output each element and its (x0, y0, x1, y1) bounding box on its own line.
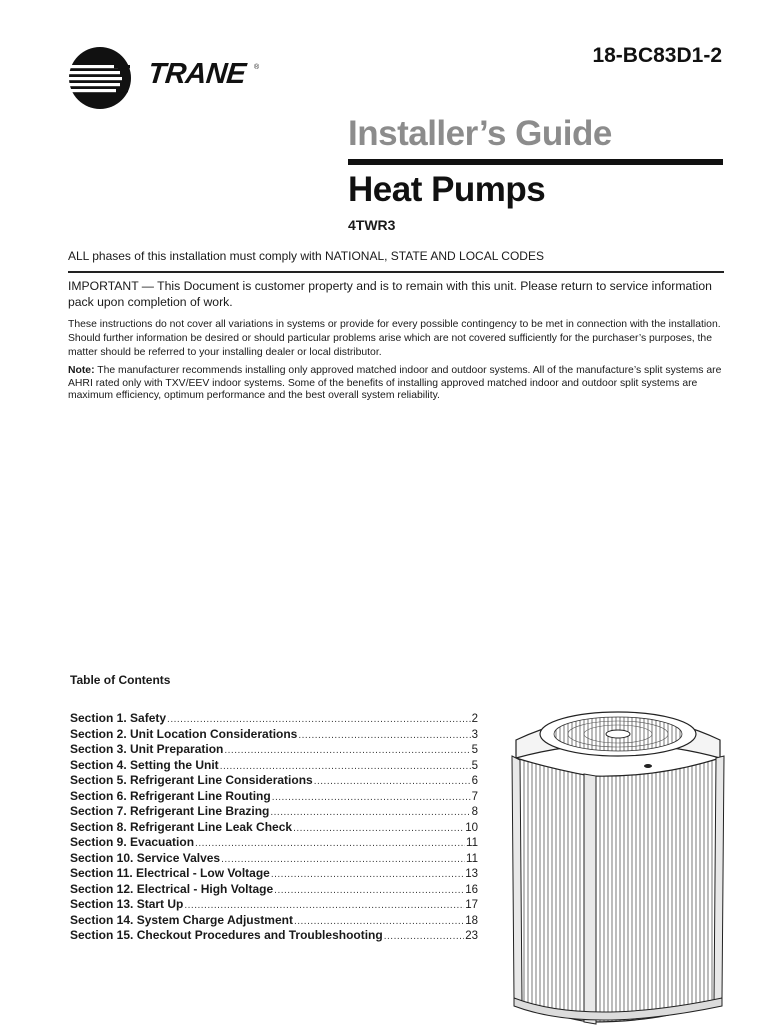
toc-entry[interactable] (70, 835, 478, 851)
toc-leader (220, 761, 471, 772)
toc-entry-label: Section 14. System Charge Adjustment (70, 912, 293, 927)
toc-leader (384, 931, 464, 942)
toc-entry-page: 6 (471, 775, 478, 787)
toc-leader (293, 823, 464, 834)
toc-entry-page: 5 (471, 744, 478, 756)
toc-entry-page: 23 (465, 930, 478, 942)
guide-label: Installer’s Guide (348, 114, 612, 153)
toc-leader (314, 776, 471, 787)
toc-entry-label: Section 8. Refrigerant Line Leak Check (70, 819, 293, 834)
toc-entry-label: Section 9. Evacuation (70, 835, 195, 849)
toc-entry-label: Section 5. Refrigerant Line Considerations (70, 773, 313, 787)
toc-entry-page: 5 (471, 759, 478, 772)
toc-entry[interactable] (70, 727, 478, 743)
toc-entry[interactable] (70, 711, 478, 727)
toc-entry[interactable] (70, 913, 478, 929)
toc-leader (274, 885, 464, 896)
note-label: Note: (68, 365, 95, 376)
toc-entry-label: Section 1. Safety (70, 711, 167, 725)
toc-entry-label: Section 3. Unit Preparation (70, 742, 224, 756)
toc-entry[interactable] (70, 928, 478, 944)
toc-leader (271, 869, 464, 880)
codes-notice: ALL phases of this installation must comply with NATIONAL, STATE AND LOCAL CODES (68, 249, 544, 263)
toc-entry[interactable] (70, 866, 478, 882)
toc-entry[interactable] (70, 742, 478, 758)
toc-leader (294, 916, 464, 927)
instructions-paragraph: These instructions do not cover all variations in systems or provide for every possible contingency to be met in connection with the installation. Should further information be desired or should particular problems arise which are not covered sufficiently for the purchaser’s purposes, the matter should be referred to your installing dealer or local distributor. (68, 319, 721, 358)
toc-leader (270, 807, 470, 818)
toc-entry-page: 11 (466, 837, 478, 849)
toc-entry-label: Section 12. Electrical - High Voltage (70, 881, 274, 896)
toc-leader (195, 838, 465, 849)
toc-entry[interactable] (70, 758, 478, 774)
toc-entry-page: 2 (471, 713, 478, 725)
toc-entry-page: 16 (465, 883, 478, 896)
table-of-contents (70, 711, 478, 944)
toc-entry[interactable] (70, 897, 478, 913)
toc-entry[interactable] (70, 820, 478, 836)
toc-entry-label: Section 13. Start Up (70, 897, 184, 911)
toc-leader (221, 854, 465, 865)
toc-entry-label: Section 4. Setting the Unit (70, 757, 219, 772)
section-divider (68, 271, 724, 273)
toc-leader (272, 792, 471, 803)
heat-pump-unit-illustration (498, 700, 738, 1030)
toc-leader (184, 900, 464, 911)
toc-leader (224, 745, 470, 756)
toc-entry-label: Section 11. Electrical - Low Voltage (70, 866, 270, 880)
toc-entry-page: 10 (465, 821, 478, 834)
toc-entry-page: 13 (465, 868, 478, 880)
toc-entry-page: 11 (466, 852, 478, 865)
note-paragraph (68, 365, 724, 403)
toc-entry-label: Section 2. Unit Location Considerations (70, 726, 298, 741)
note-text: The manufacturer recommends installing only approved matched indoor and outdoor systems. All of the manufacture’s split systems are AHRI rated only with TXV/EEV indoor systems. Some of the benefits of installing approved matched indoor and outdoor split systems are maximum efficiency, optimum performance and the best overall system reliability. (68, 365, 722, 402)
toc-title: Table of Contents (70, 673, 171, 687)
toc-entry-page: 3 (471, 728, 478, 741)
toc-entry[interactable] (70, 804, 478, 820)
toc-leader (298, 730, 470, 741)
toc-entry-page: 18 (465, 914, 478, 927)
trane-logo-icon (68, 46, 132, 110)
toc-entry-page: 8 (471, 806, 478, 818)
page-title: Heat Pumps (348, 170, 546, 209)
toc-entry-page: 17 (465, 899, 478, 911)
toc-entry-label: Section 6. Refrigerant Line Routing (70, 788, 271, 803)
toc-entry-label: Section 7. Refrigerant Line Brazing (70, 804, 270, 818)
toc-entry[interactable] (70, 882, 478, 898)
toc-entry-page: 7 (471, 790, 478, 803)
toc-entry[interactable] (70, 789, 478, 805)
document-number: 18-BC83D1-2 (592, 44, 722, 67)
model-number: 4TWR3 (348, 217, 396, 233)
toc-entry-label: Section 10. Service Valves (70, 850, 221, 865)
toc-entry[interactable] (70, 773, 478, 789)
title-divider (348, 159, 723, 165)
brand-name: TRANE (146, 58, 248, 90)
toc-leader (167, 714, 471, 725)
important-notice: IMPORTANT — This Document is customer property and is to remain with this unit. Please return to service information pack upon completion of work. (68, 279, 712, 309)
toc-entry-label: Section 15. Checkout Procedures and Troubleshooting (70, 928, 383, 942)
toc-entry[interactable] (70, 851, 478, 867)
registered-mark: ® (254, 64, 260, 71)
